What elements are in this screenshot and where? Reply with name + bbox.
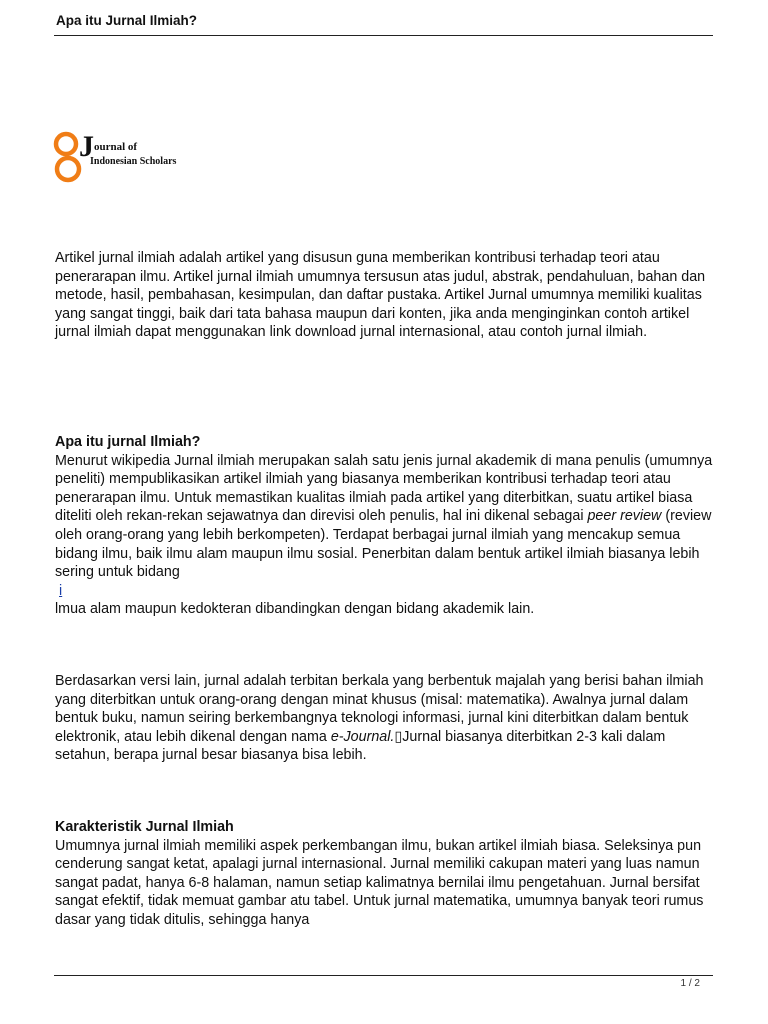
intro-text: Artikel jurnal ilmiah adalah artikel yang disusun guna memberikan kontribusi terhadap teori atau penerarapan ilmu. Artikel jurnal ilmiah umumnya tersusun atas judul, abstrak, pendahuluan, bahan dan metode, hasil, pembahasan, kesimpulan, dan daftar pustaka. Artikel Jurnal umumnya memiliki kualitas yang sangat tinggi, baik dari tata bahasa maupun dari konten, jika anda menginginkan contoh artikel jurnal ilmiah dapat menggunakan link download jurnal internasional, atau contoh jurnal ilmiah. [55,250,706,341]
section-heading: Karakteristik Jurnal Ilmiah [55,819,234,835]
logo-ring-lower [57,158,79,180]
page-number: 1 / 2 [680,978,700,989]
section-what-is-journal [55,433,717,619]
page-header-title: Apa itu Jurnal Ilmiah? [56,13,198,28]
section-text: ▯Jurnal biasanya diterbitkan 2-3 kali dalam setahun, berapa jurnal besar biasanya bisa lebih. [55,728,666,764]
section-text: (review oleh orang-orang yang lebih berkompeten). Terdapat berbagai jurnal ilmiah yang mencakup semua bidang ilmu, baik ilmu alam maupun ilmu sosial. Penerbitan dalam bentuk artikel ilmiah biasanya lebih sering untuk bidang [55,508,712,581]
section-heading: Apa itu jurnal Ilmiah? [55,434,201,450]
section-alternate-definition [55,672,717,765]
journal-logo [52,124,202,184]
section-characteristics [55,818,717,930]
italic-term: e-Journal. [330,728,395,745]
section-text: Berdasarkan versi lain, jurnal adalah terbitan berkala yang berbentuk majalah yang berisi bahan ilmiah yang diterbitkan untuk orang-orang dengan minat khusus (misal: matematika). Awalnya jurnal dalam bentuk buku, namun seiring berkembangnya teknologi informasi, jurnal kini diterbitkan dalam bentuk elektronik, atau lebih dikenal dengan nama [55,673,704,745]
logo-line2: Indonesian Scholars [90,156,177,167]
italic-term: peer review [587,508,662,525]
logo-letter: J [79,130,94,163]
footer-divider [54,975,713,976]
section-text: Menurut wikipedia Jurnal ilmiah merupakan salah satu jenis jurnal akademik di mana penulis (umumnya peneliti) mempublikasikan artikel ilmiah yang biasanya memberikan kontribusi terhadap teori atau penerarapan ilmu. Untuk memastikan kualitas ilmiah pada artikel yang diterbitkan, suatu artikel biasa diteliti oleh rekan-rekan sejawatnya dan direvisi oleh penulis, hal ini dikenal sebagai [55,452,713,525]
footnote-link[interactable]: i [59,582,63,599]
header-divider [54,35,713,36]
logo-line1: ournal of [94,141,138,153]
intro-paragraph [55,249,717,342]
logo-ring-upper [56,134,76,154]
section-text: Umumnya jurnal ilmiah memiliki aspek perkembangan ilmu, bukan artikel ilmiah biasa. Seleksinya pun cenderung sangat ketat, apalagi jurnal internasional. Jurnal memiliki cakupan materi yang luas namun sangat padat, hanya 6-8 halaman, namun setiap kalimatnya bernilai ilmu pengetahuan. Jurnal bersifat sangat efektif, tidak memuat gambar atu tabel. Untuk jurnal matematika, umumnya banyak teori rumus dasar yang tidak ditulis, sehingga hanya [55,837,704,928]
section-text: lmua alam maupun kedokteran dibandingkan dengan bidang akademik lain. [55,601,535,618]
